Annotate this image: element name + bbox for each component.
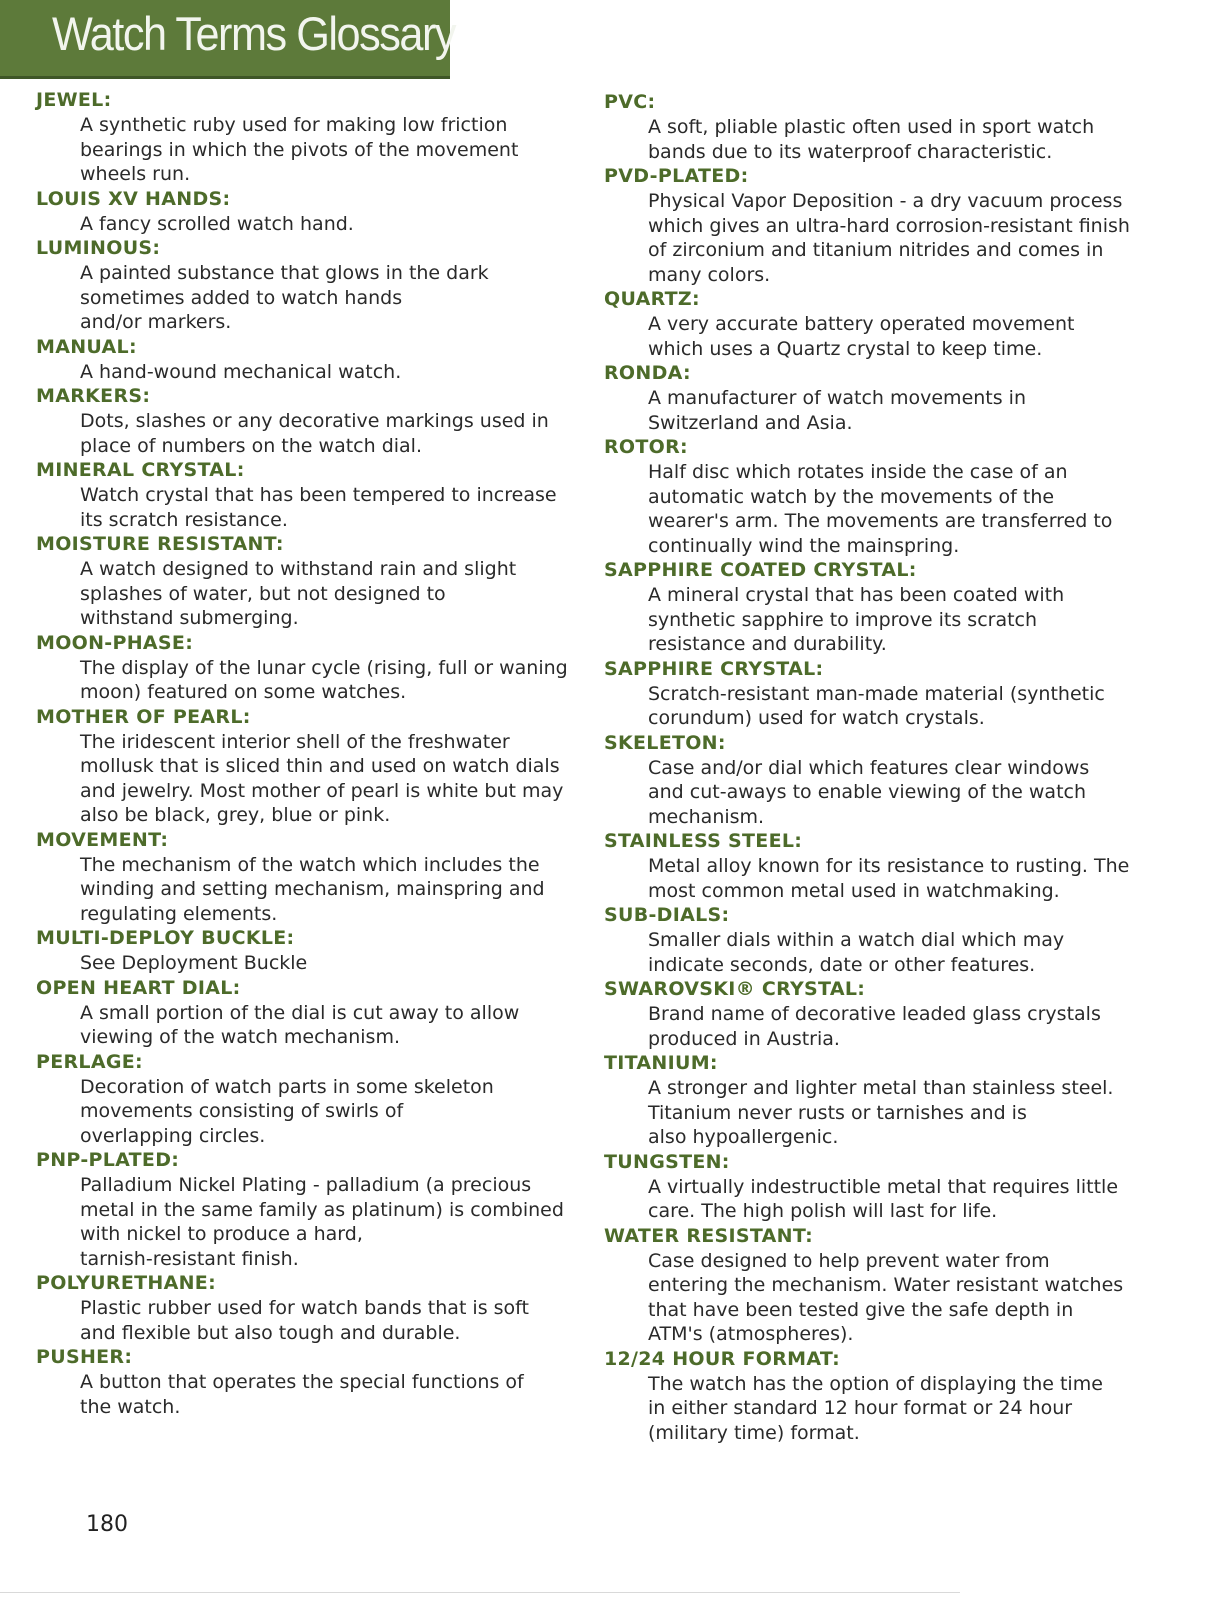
glossary-entry	[604, 829, 1149, 903]
page-title: Watch Terms Glossary	[52, 7, 456, 60]
glossary-entry	[604, 903, 1149, 977]
glossary-definition: The iridescent interior shell of the freshwater mollusk that is sliced thin and used on watch dials and jewelry. Most mother of pearl is white but may also be black, grey, blue or pink.	[80, 730, 564, 826]
glossary-definition: A mineral crystal that has been coated with synthetic sapphire to improve its scratch resistance and durability.	[648, 584, 1065, 655]
glossary-definition: Brand name of decorative leaded glass crystals produced in Austria.	[648, 1003, 1101, 1050]
glossary-term: WATER RESISTANT:	[604, 1224, 813, 1247]
glossary-definition: Case and/or dial which features clear windows and cut-aways to enable viewing of the watch mechanism.	[648, 756, 1090, 828]
glossary-term: PNP-PLATED:	[36, 1149, 180, 1171]
glossary-definition: The display of the lunar cycle (rising, full or waning moon) featured on some watches.	[80, 656, 568, 703]
glossary-definition: Palladium Nickel Plating - palladium (a precious metal in the same family as platinum) is combined with nickel to produce a hard, tarnish-resistant finish.	[80, 1174, 564, 1270]
glossary-entry	[36, 88, 591, 187]
glossary-entry	[604, 731, 1149, 830]
glossary-term: MANUAL:	[36, 335, 137, 358]
glossary-term: PVC:	[604, 91, 656, 113]
glossary-definition: A virtually indestructible metal that requires little care. The high polish will last for life.	[648, 1175, 1119, 1222]
glossary-entry	[604, 1347, 1149, 1446]
glossary-term: SKELETON:	[604, 731, 726, 754]
glossary-entry	[36, 926, 591, 976]
glossary-term: RONDA:	[604, 362, 691, 384]
glossary-term: PERLAGE:	[36, 1050, 143, 1073]
glossary-definition: A painted substance that glows in the dark sometimes added to watch hands and/or markers.	[80, 262, 489, 333]
glossary-term: MOISTURE RESISTANT:	[36, 533, 284, 555]
glossary-definition: The mechanism of the watch which includes the winding and setting mechanism, mainspring and regulating elements.	[80, 853, 545, 925]
glossary-entry	[604, 435, 1149, 558]
glossary-term: JEWEL:	[36, 89, 112, 111]
glossary-definition: A fancy scrolled watch hand.	[80, 212, 354, 235]
glossary-entry	[36, 187, 591, 237]
glossary-definition: A synthetic ruby used for making low friction bearings in which the pivots of the movement wheels run.	[80, 114, 519, 185]
glossary-definition: A stronger and lighter metal than stainless steel. Titanium never rusts or tarnishes and is also hypoallergenic.	[648, 1077, 1114, 1148]
glossary-definition: Case designed to help prevent water from entering the mechanism. Water resistant watches that have been tested give the safe depth in ATM's (atmospheres).	[648, 1249, 1124, 1345]
glossary-entry	[36, 1345, 591, 1419]
glossary-entry	[36, 1050, 591, 1149]
glossary-term: TUNGSTEN:	[604, 1150, 730, 1173]
glossary-entry	[604, 1150, 1149, 1224]
glossary-entry	[604, 558, 1149, 657]
glossary-definition: Watch crystal that has been tempered to increase its scratch resistance.	[80, 484, 557, 531]
glossary-term: SWAROVSKI® CRYSTAL:	[604, 978, 866, 1000]
title-banner	[0, 0, 456, 79]
glossary-definition: Smaller dials within a watch dial which may indicate seconds, date or other features.	[648, 929, 1065, 976]
glossary-term: MOON-PHASE:	[36, 631, 194, 654]
glossary-term: SUB-DIALS:	[604, 904, 730, 926]
glossary-entry	[36, 976, 591, 1050]
glossary-definition: The watch has the option of displaying the time in either standard 12 hour format or 24 hour (military time) format.	[648, 1372, 1103, 1444]
glossary-definition: A small portion of the dial is cut away to allow viewing of the watch mechanism.	[80, 1001, 520, 1048]
glossary-term: SAPPHIRE COATED CRYSTAL:	[604, 559, 917, 581]
glossary-term: PUSHER:	[36, 1346, 133, 1368]
glossary-entry	[36, 631, 591, 705]
glossary-definition: A button that operates the special functions of the watch.	[80, 1371, 524, 1418]
glossary-entry	[604, 164, 1149, 287]
glossary-definition: A hand-wound mechanical watch.	[80, 360, 402, 383]
glossary-term: MINERAL CRYSTAL:	[36, 459, 245, 481]
glossary-entry	[36, 532, 591, 631]
glossary-definition: See Deployment Buckle	[80, 952, 308, 974]
glossary-entry	[604, 90, 1149, 164]
glossary-definition: Dots, slashes or any decorative markings used in place of numbers on the watch dial.	[80, 410, 549, 457]
glossary-definition: Metal alloy known for its resistance to rusting. The most common metal used in watchmaking.	[648, 855, 1130, 902]
glossary-term: POLYURETHANE:	[36, 1272, 216, 1294]
glossary-definition: Scratch-resistant man-made material (synthetic corundum) used for watch crystals.	[648, 682, 1105, 729]
glossary-definition: A watch designed to withstand rain and slight splashes of water, but not designed to withstand submerging.	[80, 558, 517, 629]
footer-divider	[0, 1592, 960, 1593]
glossary-entry	[36, 828, 591, 927]
glossary-term: MULTI-DEPLOY BUCKLE:	[36, 927, 295, 949]
glossary-definition: A soft, pliable plastic often used in sport watch bands due to its waterproof characteristic.	[648, 116, 1095, 163]
glossary-entry	[604, 977, 1149, 1051]
glossary-term: STAINLESS STEEL:	[604, 830, 803, 852]
glossary-definition: Plastic rubber used for watch bands that is soft and flexible but also tough and durable.	[80, 1297, 529, 1344]
glossary-entry	[36, 335, 591, 385]
glossary-term: ROTOR:	[604, 436, 688, 458]
glossary-entry	[36, 1148, 591, 1271]
glossary-term: OPEN HEART DIAL:	[36, 976, 241, 999]
glossary-term: QUARTZ:	[604, 288, 700, 310]
glossary-entry	[36, 1271, 591, 1345]
glossary-term: PVD-PLATED:	[604, 165, 749, 187]
glossary-entry	[604, 657, 1149, 731]
glossary-term: MOTHER OF PEARL:	[36, 705, 251, 728]
glossary-left-column	[36, 88, 591, 1419]
glossary-entry	[36, 705, 591, 828]
glossary-term: TITANIUM:	[604, 1052, 718, 1074]
page-number: 180	[86, 1512, 128, 1537]
glossary-term: SAPPHIRE CRYSTAL:	[604, 657, 824, 680]
glossary-definition: Physical Vapor Deposition - a dry vacuum process which gives an ultra-hard corrosion-resistant finish of zirconium and titanium nitrides and comes in many colors.	[648, 190, 1130, 286]
glossary-entry	[36, 384, 591, 458]
glossary-entry	[604, 287, 1149, 361]
glossary-entry	[604, 1224, 1149, 1347]
glossary-term: LUMINOUS:	[36, 237, 161, 259]
glossary-entry	[604, 1051, 1149, 1150]
glossary-term: 12/24 HOUR FORMAT:	[604, 1347, 840, 1370]
glossary-definition: Decoration of watch parts in some skeleton movements consisting of swirls of overlapping circles.	[80, 1075, 494, 1147]
glossary-term: LOUIS XV HANDS:	[36, 187, 231, 210]
glossary-entry	[36, 458, 591, 532]
glossary-right-column	[604, 90, 1149, 1445]
glossary-definition: Half disc which rotates inside the case of an automatic watch by the movements of the wearer's arm. The movements are transferred to continually wind the mainspring.	[648, 461, 1113, 557]
glossary-definition: A very accurate battery operated movement which uses a Quartz crystal to keep time.	[648, 313, 1075, 360]
glossary-definition: A manufacturer of watch movements in Switzerland and Asia.	[648, 387, 1027, 434]
glossary-term: MOVEMENT:	[36, 828, 169, 851]
glossary-term: MARKERS:	[36, 385, 151, 407]
glossary-entry	[36, 236, 591, 335]
glossary-entry	[604, 361, 1149, 435]
